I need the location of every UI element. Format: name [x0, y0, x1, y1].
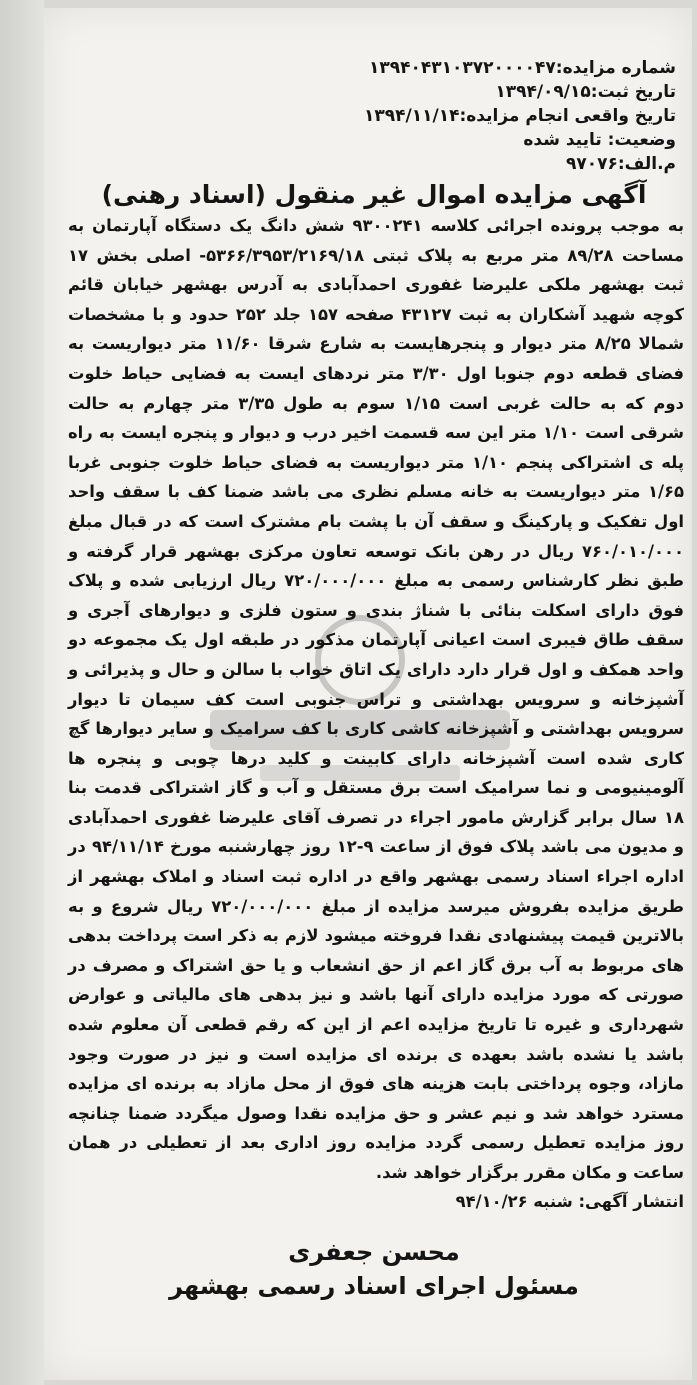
scan-edge [0, 0, 44, 1385]
reference-code: م.الف:۹۷۰۷۶ [565, 154, 676, 174]
signatory-name: محسن جعفری [288, 1237, 460, 1266]
actual-auction-date: تاریخ واقعی انجام مزایده:۱۳۹۴/۱۱/۱۴ [364, 106, 676, 126]
registration-date: تاریخ ثبت:۱۳۹۴/۰۹/۱۵ [495, 82, 676, 102]
publication-date: انتشار آگهی: شنبه ۹۴/۱۰/۲۶ [455, 1191, 684, 1211]
status-text: وضعیت: تایید شده [523, 130, 676, 150]
notice-body: به موجب پرونده اجرائی کلاسه ۹۳۰۰۲۴۱ شش دانگ یک دستگاه آپارتمان به مساحت ۸۹/۲۸ متر مربع به پلاک ثبتی ۵۳۶۶/۳۹۵۳/۲۱۶۹/۱۸- اصلی بخش ۱۷ ثبت بهشهر ملکی علیرضا غفوری احمدآبادی به آدرس بهشهر خیابان قائم کوچه شهید آشکاران به ثبت ۴۳۱۲۷ صفحه ۱۵۷ جلد ۲۵۲ حدود و با مشخصات شمالا ۸/۲۵ متر دیوار و پنجرهایست به شارع شرقا ۱۱/۶۰ متر دیواریست به فضای قطعه دوم جنوبا اول ۳/۳۰ متر نردهای ایست به فضایی حیاط خلوت دوم که به حالت غربی است ۱/۱۵ سوم به طول ۳/۳۵ متر چهارم به حالت شرقی است ۱/۱۰ متر این سه قسمت اخیر درب و دیوار و پنجره ایست به راه پله ی اشتراکی پنجم ۱/۱۰ متر دیواریست به فضای حیاط خلوت جنوبی غربا ۱/۶۵ متر دیواریست به خانه مسلم نظری می باشد ضمنا کف با سقف واحد اول تفکیک و پارکینگ و سقف آن با پشت بام مشترک است که در قبال مبلغ ۷۶۰/۰۱۰/۰۰۰ ریال در رهن بانک توسعه تعاون مرکزی بهشهر قرار گرفته و طبق نظر کارشناس رسمی به مبلغ ۷۲۰/۰۰۰/۰۰۰ ریال ارزیابی شده و پلاک فوق دارای اسکلت بنائی با شناژ بندی و ستون فلزی و دیوارهای آجری و سقف طاق فیبری است اعیانی آپارتمان مذکور در طبقه اول یک مجموعه دو واحد همکف و اول قرار دارد دارای یک اتاق خواب با سالن و حال و پذیرائی و آشپزخانه و سرویس بهداشتی و تراس جنوبی است کف سیمان تا دیوار سرویس بهداشتی و آشپزخانه کاشی کاری با کف سرامیک و سایر دیوارها گچ کاری شده است آشپزخانه دارای کابینت و کلید درها چوبی و پنجره ها آلومینیومی و نما سرامیک است برق مستقل و آب و گاز اشتراکی قدمت بنا ۱۸ سال برابر گزارش مامور اجراء در تصرف آقای علیرضا غفوری احمدآبادی و مدیون می باشد پلاک فوق از ساعت ۹-۱۲ روز چهارشنبه مورخ ۹۴/۱۱/۱۴ در اداره اجراء اسناد رسمی بهشهر واقع در اداره ثبت اسناد و املاک بهشهر از طریق مزایده بفروش میرسد مزایده از مبلغ ۷۲۰/۰۰۰/۰۰۰ ریال شروع و به بالاترین قیمت پیشنهادی نقدا فروخته میشود لازم به ذکر است پرداخت بدهی های مربوط به آب برق گاز اعم از حق انشعاب و یا حق اشتراک و مصرف در صورتی که مورد مزایده دارای آنها باشد و نیز بدهی های مالیاتی و عوارض شهرداری و غیره تا تاریخ مزایده اعم از این که رقم قطعی آن معلوم شده باشد یا نشده باشد بعهده ی برنده ای مزایده است و نیز در صورت وجود مازاد، وجوه پرداختی بابت هزینه های فوق از محل مازاد به برنده ای مزایده مسترد خواهد شد و نیم عشر و حق مزایده نقدا وصول میگردد ضمنا چنانچه روز مزایده تعطیل رسمی گردد مزایده روز اداری بعد از تعطیلی در همان ساعت و مکان مقرر برگزار خواهد شد. [68, 216, 685, 1182]
auction-number: شماره مزایده:۱۳۹۴۰۴۳۱۰۳۷۲۰۰۰۰۴۷ [369, 58, 676, 78]
signatory-role: مسئول اجرای اسناد رسمی بهشهر [169, 1271, 579, 1300]
auction-notice [58, 56, 690, 1300]
notice-title: آگهی مزایده اموال غیر منقول (اسناد رهنی) [101, 180, 647, 209]
notice-meta [58, 56, 690, 176]
